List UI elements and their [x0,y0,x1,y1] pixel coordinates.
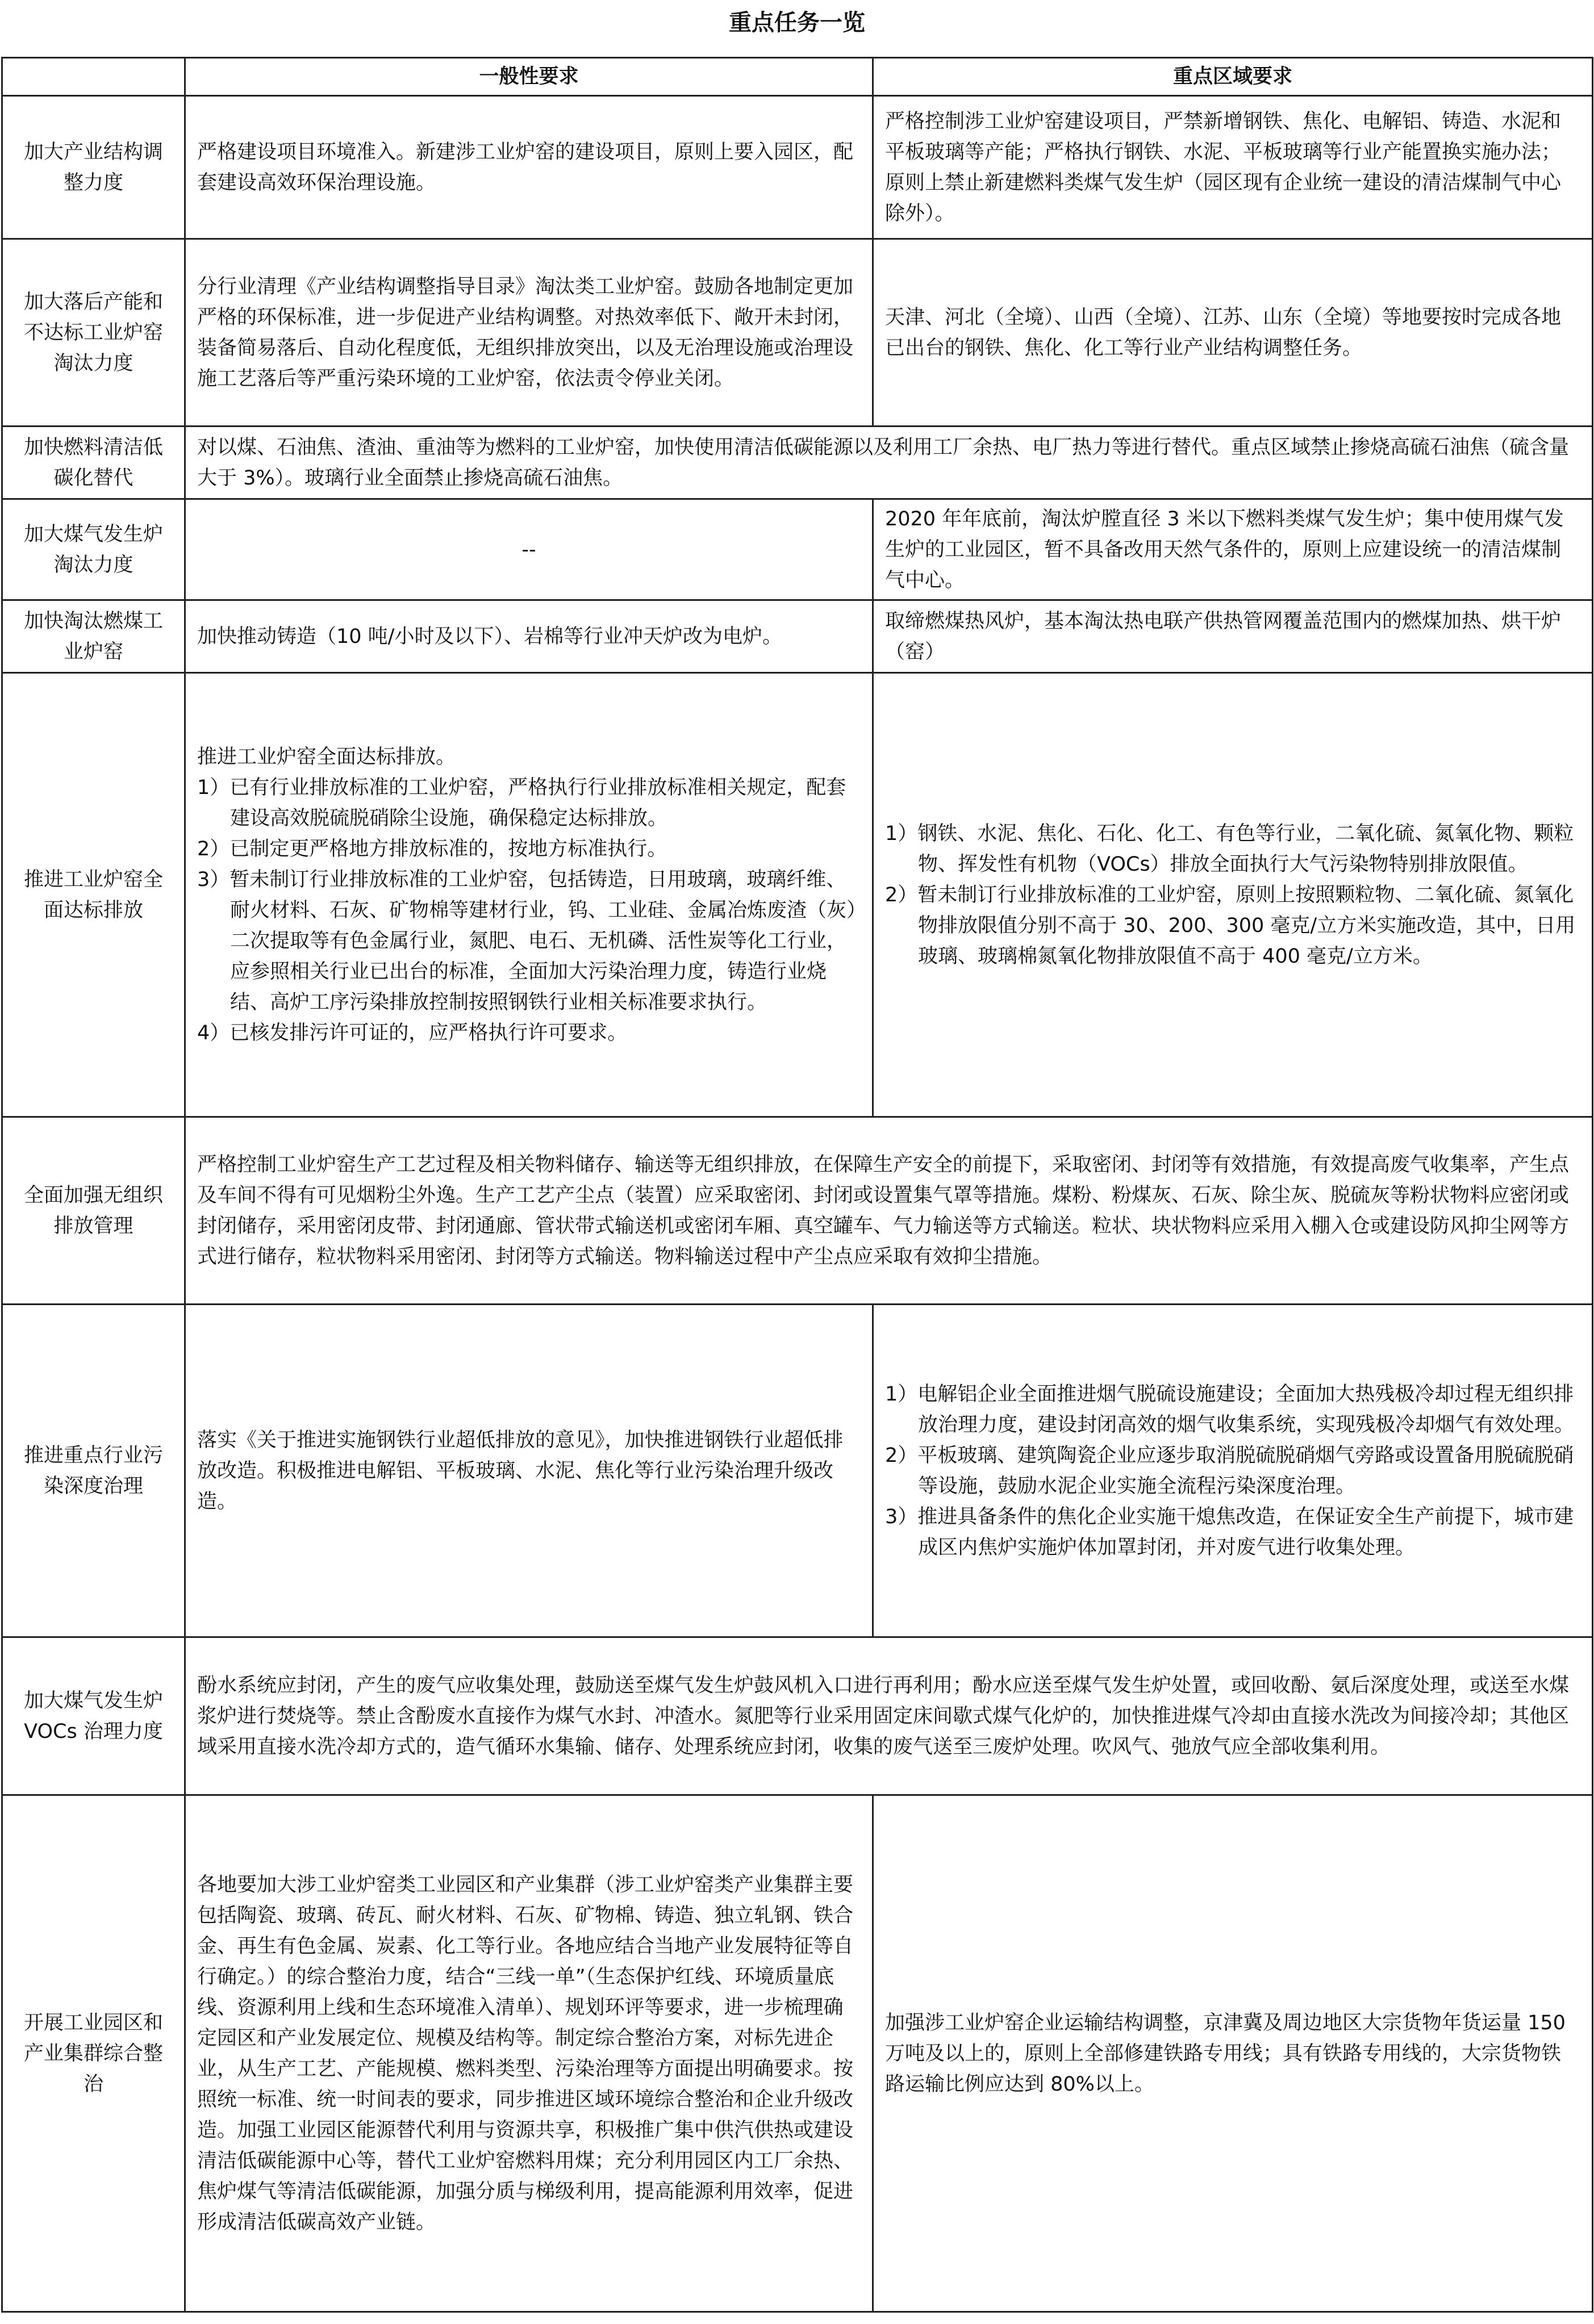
table-header-row [2,58,1593,96]
table-row [2,427,1593,499]
key-region-requirement-cell: 加强涉工业炉窑企业运输结构调整，京津冀及周边地区大宗货物年货运量 150 万吨及以上的，原则上全部修建铁路专用线；具有铁路专用线的，大宗货物铁路运输比例应达到 80%以上。 [873,1795,1593,2312]
table-row [2,600,1593,673]
table-row [2,239,1593,427]
general-requirement-cell: 加快推动铸造（10 吨/小时及以下）、岩棉等行业冲天炉改为电炉。 [185,600,873,673]
task-name-cell: 推进重点行业污染深度治理 [2,1305,185,1637]
task-name-cell: 全面加强无组织排放管理 [2,1117,185,1305]
merged-requirement-cell: 严格控制工业炉窑生产工艺过程及相关物料储存、输送等无组织排放，在保障生产安全的前提下，采取密闭、封闭等有效措施，有效提高废气收集率，产生点及车间不得有可见烟粉尘外逸。生产工艺产尘点（装置）应采取密闭、封闭或设置集气罩等措施。煤粉、粉煤灰、石灰、除尘灰、脱硫灰等粉状物料应密闭或封闭储存，采用密闭皮带、封闭通廊、管状带式输送机或密闭车厢、真空罐车、气力输送等方式输送。粒状、块状物料应采用入棚入仓或建设防风抑尘网等方式进行储存，粒状物料采用密闭、封闭等方式输送。物料输送过程中产尘点应采取有效抑尘措施。 [185,1117,1593,1305]
task-name-cell: 推进工业炉窑全面达标排放 [2,673,185,1117]
task-name-cell: 加大产业结构调整力度 [2,96,185,239]
header-task-cell [2,58,185,96]
table-row [2,1305,1593,1637]
table-row [2,1795,1593,2312]
document-title: 重点任务一览 [729,10,865,36]
general-requirement-cell: -- [185,499,873,600]
key-region-requirement-cell [873,673,1593,1117]
table-row [2,499,1593,600]
key-region-requirement-cell: 严格控制涉工业炉窑建设项目，严禁新增钢铁、焦化、电解铝、铸造、水泥和平板玻璃等产能；严格执行钢铁、水泥、平板玻璃等行业产能置换实施办法；原则上禁止新建燃料类煤气发生炉（园区现有企业统一建设的清洁煤制气中心除外）。 [873,96,1593,239]
key-tasks-table [1,57,1593,2313]
list-item: 2）暂未制订行业排放标准的工业炉窑，原则上按照颗粒物、二氧化硫、氮氧化物排放限值分别不高于 30、200、300 毫克/立方米实施改造，其中，日用玻璃、玻璃棉氮氧化物排放限值不高于 400 毫克/立方米。 [885,883,1576,968]
list-item: 2）平板玻璃、建筑陶瓷企业应逐步取消脱硫脱硝烟气旁路或设置备用脱硫脱硝等设施，鼓励水泥企业实施全流程污染深度治理。 [885,1444,1574,1498]
task-name-cell: 加大煤气发生炉 VOCs 治理力度 [2,1637,185,1795]
header-general-cell: 一般性要求 [185,58,873,96]
key-region-requirement-cell [873,1305,1593,1637]
general-requirement-cell: 分行业清理《产业结构调整指导目录》淘汰类工业炉窑。鼓励各地制定更加严格的环保标准，进一步促进产业结构调整。对热效率低下、敞开未封闭，装备简易落后、自动化程度低，无组织排放突出，以及无治理设施或治理设施工艺落后等严重污染环境的工业炉窑，依法责令停业关闭。 [185,239,873,427]
list-item: 1）已有行业排放标准的工业炉窑，严格执行行业排放标准相关规定，配套建设高效脱硫脱硝除尘设施，确保稳定达标排放。 [197,776,846,830]
header-key-region-cell: 重点区域要求 [873,58,1593,96]
general-intro-text: 推进工业炉窑全面达标排放。 [197,745,456,768]
merged-requirement-cell: 对以煤、石油焦、渣油、重油等为燃料的工业炉窑，加快使用清洁低碳能源以及利用工厂余热、电厂热力等进行替代。重点区域禁止掺烧高硫石油焦（硫含量大于 3%）。玻璃行业全面禁止掺烧高硫石油焦。 [185,427,1593,499]
list-item: 1）钢铁、水泥、焦化、石化、化工、有色等行业，二氧化硫、氮氧化物、颗粒物、挥发性有机物（VOCs）排放全面执行大气污染物特别排放限值。 [885,822,1574,876]
task-name-cell: 加大落后产能和不达标工业炉窑淘汰力度 [2,239,185,427]
table-row [2,1637,1593,1795]
key-region-requirement-cell: 2020 年年底前，淘汰炉膛直径 3 米以下燃料类煤气发生炉；集中使用煤气发生炉的工业园区，暂不具备改用天然气条件的，原则上应建设统一的清洁煤制气中心。 [873,499,1593,600]
general-requirement-cell: 严格建设项目环境准入。新建涉工业炉窑的建设项目，原则上要入园区，配套建设高效环保治理设施。 [185,96,873,239]
merged-requirement-cell: 酚水系统应封闭，产生的废气应收集处理，鼓励送至煤气发生炉鼓风机入口进行再利用；酚水应送至煤气发生炉处置，或回收酚、氨后深度处理，或送至水煤浆炉进行焚烧等。禁止含酚废水直接作为煤气水封、冲渣水。氮肥等行业采用固定床间歇式煤气化炉的，加快推进煤气冷却由直接水洗改为间接冷却；其他区域采用直接水洗冷却方式的，造气循环水集输、储存、处理系统应封闭，收集的废气送至三废炉处理。吹风气、弛放气应全部收集利用。 [185,1637,1593,1795]
key-region-requirement-cell: 天津、河北（全境）、山西（全境）、江苏、山东（全境）等地要按时完成各地已出台的钢铁、焦化、化工等行业产业结构调整任务。 [873,239,1593,427]
list-item: 2）已制定更严格地方排放标准的，按地方标准执行。 [197,837,667,860]
key-region-requirement-cell: 取缔燃煤热风炉，基本淘汰热电联产供热管网覆盖范围内的燃煤加热、烘干炉（窑） [873,600,1593,673]
task-name-cell: 加快燃料清洁低碳化替代 [2,427,185,499]
table-row [2,1117,1593,1305]
list-item: 4）已核发排污许可证的，应严格执行许可要求。 [197,1021,628,1044]
table-row [2,673,1593,1117]
list-item: 1）电解铝企业全面推进烟气脱硫设施建设；全面加大热残极冷却过程无组织排放治理力度，建设封闭高效的烟气收集系统，实现残极冷却烟气有效处理。 [885,1382,1575,1436]
general-requirement-cell [185,673,873,1117]
table-row [2,96,1593,239]
general-requirement-cell: 落实《关于推进实施钢铁行业超低排放的意见》，加快推进钢铁行业超低排放改造。积极推进电解铝、平板玻璃、水泥、焦化等行业污染治理升级改造。 [185,1305,873,1637]
task-name-cell: 加快淘汰燃煤工业炉窑 [2,600,185,673]
general-requirement-cell: 各地要加大涉工业炉窑类工业园区和产业集群（涉工业炉窑类产业集群主要包括陶瓷、玻璃、砖瓦、耐火材料、石灰、矿物棉、铸造、独立轧钢、铁合金、再生有色金属、炭素、化工等行业。各地应结合当地产业发展特征等自行确定。）的综合整治力度，结合“三线一单”（生态保护红线、环境质量底线、资源利用上线和生态环境准入清单）、规划环评等要求，进一步梳理确定园区和产业发展定位、规模及结构等。制定综合整治方案，对标先进企业，从生产工艺、产能规模、燃料类型、污染治理等方面提出明确要求。按照统一标准、统一时间表的要求，同步推进区域环境综合整治和企业升级改造。加强工业园区能源替代利用与资源共享，积极推广集中供汽供热或建设清洁低碳能源中心等，替代工业炉窑燃料用煤；充分利用园区内工厂余热、焦炉煤气等清洁低碳能源，加强分质与梯级利用，提高能源利用效率，促进形成清洁低碳高效产业链。 [185,1795,873,2312]
list-item: 3）推进具备条件的焦化企业实施干熄焦改造，在保证安全生产前提下，城市建成区内焦炉实施炉体加罩封闭，并对废气进行收集处理。 [885,1505,1574,1559]
task-name-cell: 加大煤气发生炉淘汰力度 [2,499,185,600]
list-item: 3）暂未制订行业排放标准的工业炉窑，包括铸造，日用玻璃，玻璃纤维、耐火材料、石灰、矿物棉等建材行业，钨、工业硅、金属冶炼废渣（灰）二次提取等有色金属行业，氮肥、电石、无机磷、活性炭等化工行业，应参照相关行业已出台的标准，全面加大污染治理力度，铸造行业烧结、高炉工序污染排放控制按照钢铁行业相关标准要求执行。 [197,868,857,1014]
task-name-cell: 开展工业园区和产业集群综合整治 [2,1795,185,2312]
